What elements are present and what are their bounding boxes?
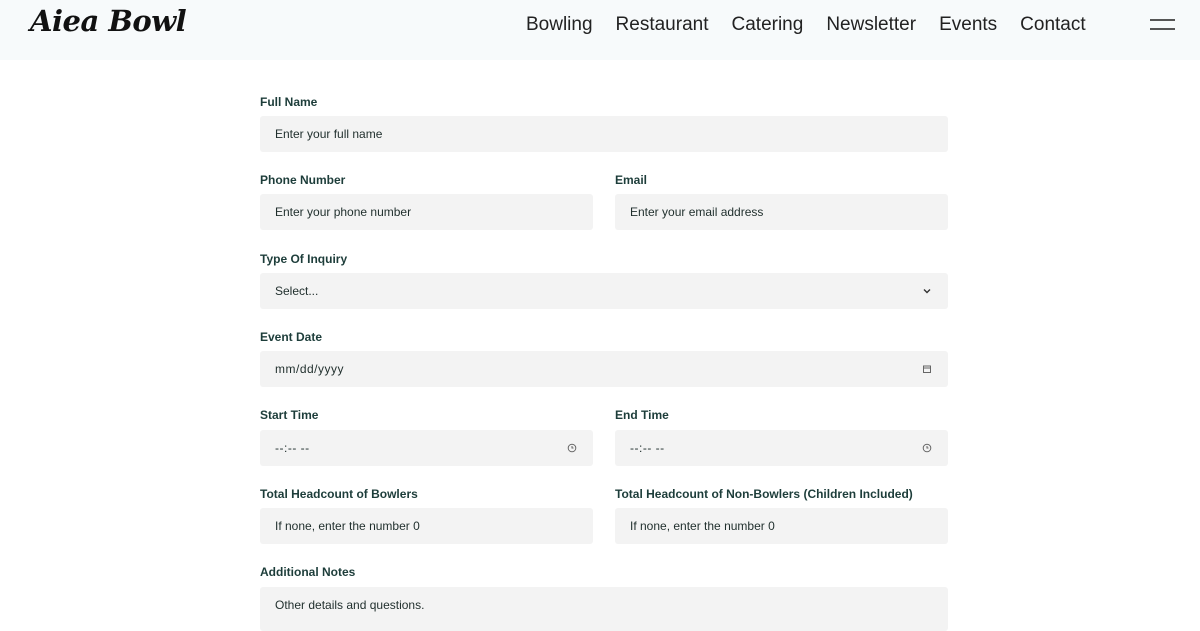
- event-date-label: Event Date: [260, 330, 323, 344]
- end-time-placeholder: --:-- --: [630, 441, 665, 455]
- additional-notes-label: Additional Notes: [260, 565, 356, 579]
- full-name-placeholder: Enter your full name: [275, 127, 383, 141]
- email-placeholder: Enter your email address: [630, 205, 764, 219]
- phone-field[interactable]: [260, 194, 593, 230]
- inquiry-type-value: Select...: [275, 284, 319, 298]
- inquiry-type-select[interactable]: [260, 273, 948, 309]
- nav-item-catering[interactable]: Catering: [731, 14, 804, 35]
- start-time-field[interactable]: [260, 430, 593, 466]
- main-nav: [526, 14, 1109, 36]
- calendar-icon[interactable]: [921, 363, 933, 375]
- nav-item-newsletter[interactable]: Newsletter: [826, 14, 917, 35]
- bowlers-headcount-field[interactable]: [260, 508, 593, 544]
- nav-item-contact[interactable]: Contact: [1020, 14, 1086, 35]
- nav-item-events[interactable]: Events: [939, 14, 998, 35]
- bowlers-headcount-placeholder: If none, enter the number 0: [275, 519, 420, 533]
- end-time-field[interactable]: [615, 430, 948, 466]
- non-bowlers-headcount-field[interactable]: [615, 508, 948, 544]
- clock-icon[interactable]: [566, 442, 578, 454]
- full-name-field[interactable]: [260, 116, 948, 152]
- bowlers-headcount-label: Total Headcount of Bowlers: [260, 487, 418, 501]
- non-bowlers-headcount-label: Total Headcount of Non-Bowlers (Children Included): [615, 487, 913, 501]
- non-bowlers-headcount-placeholder: If none, enter the number 0: [630, 519, 775, 533]
- menu-line: [1150, 19, 1175, 21]
- start-time-placeholder: --:-- --: [275, 441, 310, 455]
- clock-icon[interactable]: [921, 442, 933, 454]
- site-logo[interactable]: Aiea Bowl: [30, 4, 187, 38]
- end-time-label: End Time: [615, 408, 669, 422]
- hamburger-menu-icon[interactable]: [1150, 17, 1175, 33]
- phone-placeholder: Enter your phone number: [275, 205, 412, 219]
- full-name-label: Full Name: [260, 95, 318, 109]
- chevron-down-icon: [921, 285, 933, 297]
- phone-label: Phone Number: [260, 173, 346, 187]
- email-label: Email: [615, 173, 648, 187]
- email-field[interactable]: [615, 194, 948, 230]
- inquiry-type-label: Type Of Inquiry: [260, 252, 348, 266]
- event-date-placeholder: mm/dd/yyyy: [275, 362, 345, 376]
- top-navigation-bar: [0, 0, 1200, 60]
- additional-notes-placeholder: Other details and questions.: [275, 598, 425, 612]
- nav-item-restaurant[interactable]: Restaurant: [615, 14, 709, 35]
- menu-line: [1150, 28, 1175, 30]
- additional-notes-textarea[interactable]: [260, 587, 948, 631]
- start-time-label: Start Time: [260, 408, 319, 422]
- event-date-field[interactable]: [260, 351, 948, 387]
- nav-item-bowling[interactable]: Bowling: [526, 14, 593, 35]
